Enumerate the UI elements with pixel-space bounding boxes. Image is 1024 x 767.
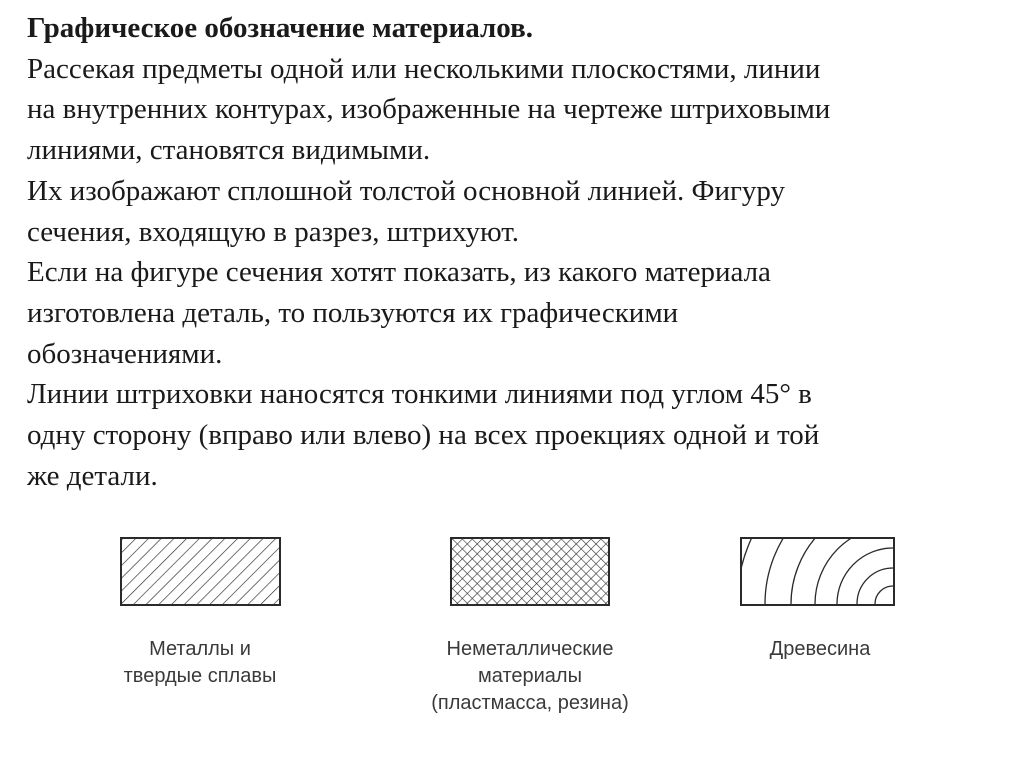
wood-hatch-swatch: [740, 537, 895, 606]
wood-grain-icon: [742, 539, 893, 604]
caption-line: (пластмасса, резина): [431, 692, 629, 714]
paragraph-line: Рассекая предметы одной или несколькими плоскостями, линии: [27, 52, 821, 85]
nonmetal-caption: [400, 636, 660, 717]
paragraph-1: [27, 49, 1017, 171]
caption-line: Металлы и: [149, 638, 251, 660]
paragraph-line: линиями, становятся видимыми.: [27, 134, 431, 167]
paragraph-line: же детали.: [27, 459, 158, 492]
diagonal-hatch-icon: [122, 539, 279, 604]
paragraph-line: на внутренних контурах, изображенные на чертеже штриховыми: [27, 93, 831, 126]
paragraph-line: Если на фигуре сечения хотят показать, из какого материала: [27, 256, 771, 289]
metal-caption: [100, 636, 300, 690]
paragraph-line: Линии штриховки наносятся тонкими линиями под углом 45° в: [27, 378, 812, 411]
caption-line: материалы: [478, 665, 582, 687]
paragraph-line: Их изображают сплошной толстой основной линией. Фигуру: [27, 174, 785, 207]
paragraph-line: одну сторону (вправо или влево) на всех проекциях одной и той: [27, 419, 820, 452]
caption-line: твердые сплавы: [123, 665, 277, 687]
paragraph-line: обозначениями.: [27, 337, 223, 370]
paragraph-4: [27, 374, 1017, 496]
document-text: [27, 8, 1017, 496]
paragraph-2: [27, 171, 1017, 252]
document-title: Графическое обозначение материалов.: [27, 12, 533, 44]
paragraph-line: сечения, входящую в разрез, штрихуют.: [27, 215, 520, 248]
cross-hatch-icon: [452, 539, 608, 604]
wood-caption: [720, 636, 920, 663]
caption-line: Древесина: [769, 638, 871, 660]
paragraph-line: изготовлена деталь, то пользуются их графическими: [27, 296, 679, 329]
metal-hatch-swatch: [120, 537, 281, 606]
caption-line: Неметаллические: [446, 638, 614, 660]
nonmetal-hatch-swatch: [450, 537, 610, 606]
paragraph-3: [27, 252, 1017, 374]
